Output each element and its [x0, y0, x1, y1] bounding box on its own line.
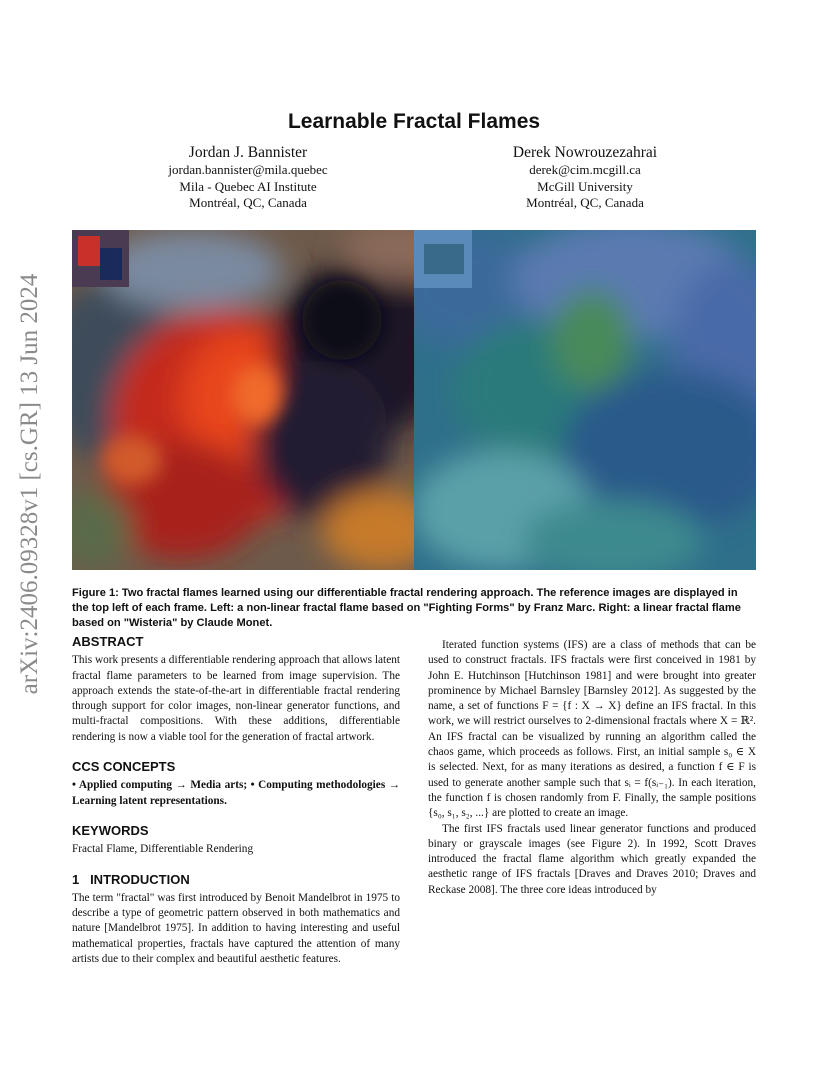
figure-caption: Figure 1: Two fractal flames learned using our differentiable fractal rendering approach. The reference images are displayed in the top left of each frame. Left: a non-linear fractal flame based on "Fighting Forms" by Franz Marc. Right: a linear fractal flame based on "Wisteria" by Claude Monet. — [72, 587, 741, 629]
ccs-text: • Applied computing → Media arts; • Computing methodologies → Learning latent representations. — [72, 779, 400, 807]
abstract-text: This work presents a differentiable rendering approach that allows latent fractal flame parameters to be learned from image supervision. The approach extends the state-of-the-art in differentiable fractal rendering through support for color images, non-linear generator functions, and multi-fractal compositions. With these additions, differentiable rendering is now a viable tool for the generation of fractal artwork. — [72, 654, 400, 743]
fractal-flame-left — [72, 230, 462, 570]
left-column — [72, 634, 400, 967]
author-block — [435, 143, 735, 212]
ccs-heading: CCS CONCEPTS — [72, 759, 176, 775]
introduction-paragraph-3: The first IFS fractals used linear generator functions and produced binary or grayscale images (see Figure 2). In 1992, Scott Draves introduced the fractal flame algorithm which greatly expanded the aesthetic range of IFS fractals [Draves and Draves 2010; Draves and Reckase 2008]. The three core ideas introduced by — [428, 822, 756, 896]
teaser-figure — [72, 230, 756, 570]
author-email[interactable]: derek@cim.mcgill.ca — [529, 162, 641, 177]
fractal-flame-right — [392, 230, 756, 570]
author-affiliation: Mila - Quebec AI Institute — [179, 178, 317, 194]
author-affiliation: McGill University — [537, 178, 633, 194]
abstract-heading: ABSTRACT — [72, 634, 144, 649]
keywords-text: Fractal Flame, Differentiable Rendering — [72, 843, 254, 856]
author-email[interactable]: jordan.bannister@mila.quebec — [168, 162, 328, 177]
author-location: Montréal, QC, Canada — [189, 195, 307, 210]
introduction-paragraph-1: The term "fractal" was first introduced by Benoit Mandelbrot in 1975 to describe a type of geometric pattern observed in both mathematics and nature [Mandelbrot 1975]. In addition to having interesting and useful mathematical properties, fractals have captured the attention of many artists due to their complex and beautiful aesthetic features. — [72, 891, 400, 966]
keywords-heading: KEYWORDS — [72, 822, 149, 838]
introduction-paragraph-2: Iterated function systems (IFS) are a class of methods that can be used to construct fractals. IFS fractals were first conceived in 1981 by John E. Hutchinson [Hutchinson 1981] and were brought into greater prominence by Michael Barnsley [Barnsley 2012]. As suggested by the name, a set of functions F = {f : X → X} define an IFS fractal. In this work, we will restrict ourselves to 2-dimensional fractals where X = ℝ². An IFS fractal can be visualized by running an algorithm called the chaos game, which proceeds as follows. First, an initial sample s₀ ∈ X is selected. Next, for as many iterations as desired, a function f ∈ F is used to generate another sample such that sᵢ = f(sᵢ₋₁). In each iteration, the function f is chosen randomly from F. Finally, the sample positions {s₀, s₁, s₂, ...} are plotted to create an image. — [428, 639, 756, 820]
introduction-heading: 1 INTRODUCTION — [72, 871, 190, 887]
arxiv-identifier: arXiv:2406.09328v1 [cs.GR] 13 Jun 2024 — [16, 273, 43, 695]
author-location: Montréal, QC, Canada — [526, 195, 644, 210]
author-name: Derek Nowrouzezahrai — [512, 144, 658, 161]
author-block — [98, 143, 398, 212]
paper-title: Learnable Fractal Flames — [287, 110, 541, 133]
author-name: Jordan J. Bannister — [188, 144, 308, 161]
right-column — [428, 638, 756, 898]
